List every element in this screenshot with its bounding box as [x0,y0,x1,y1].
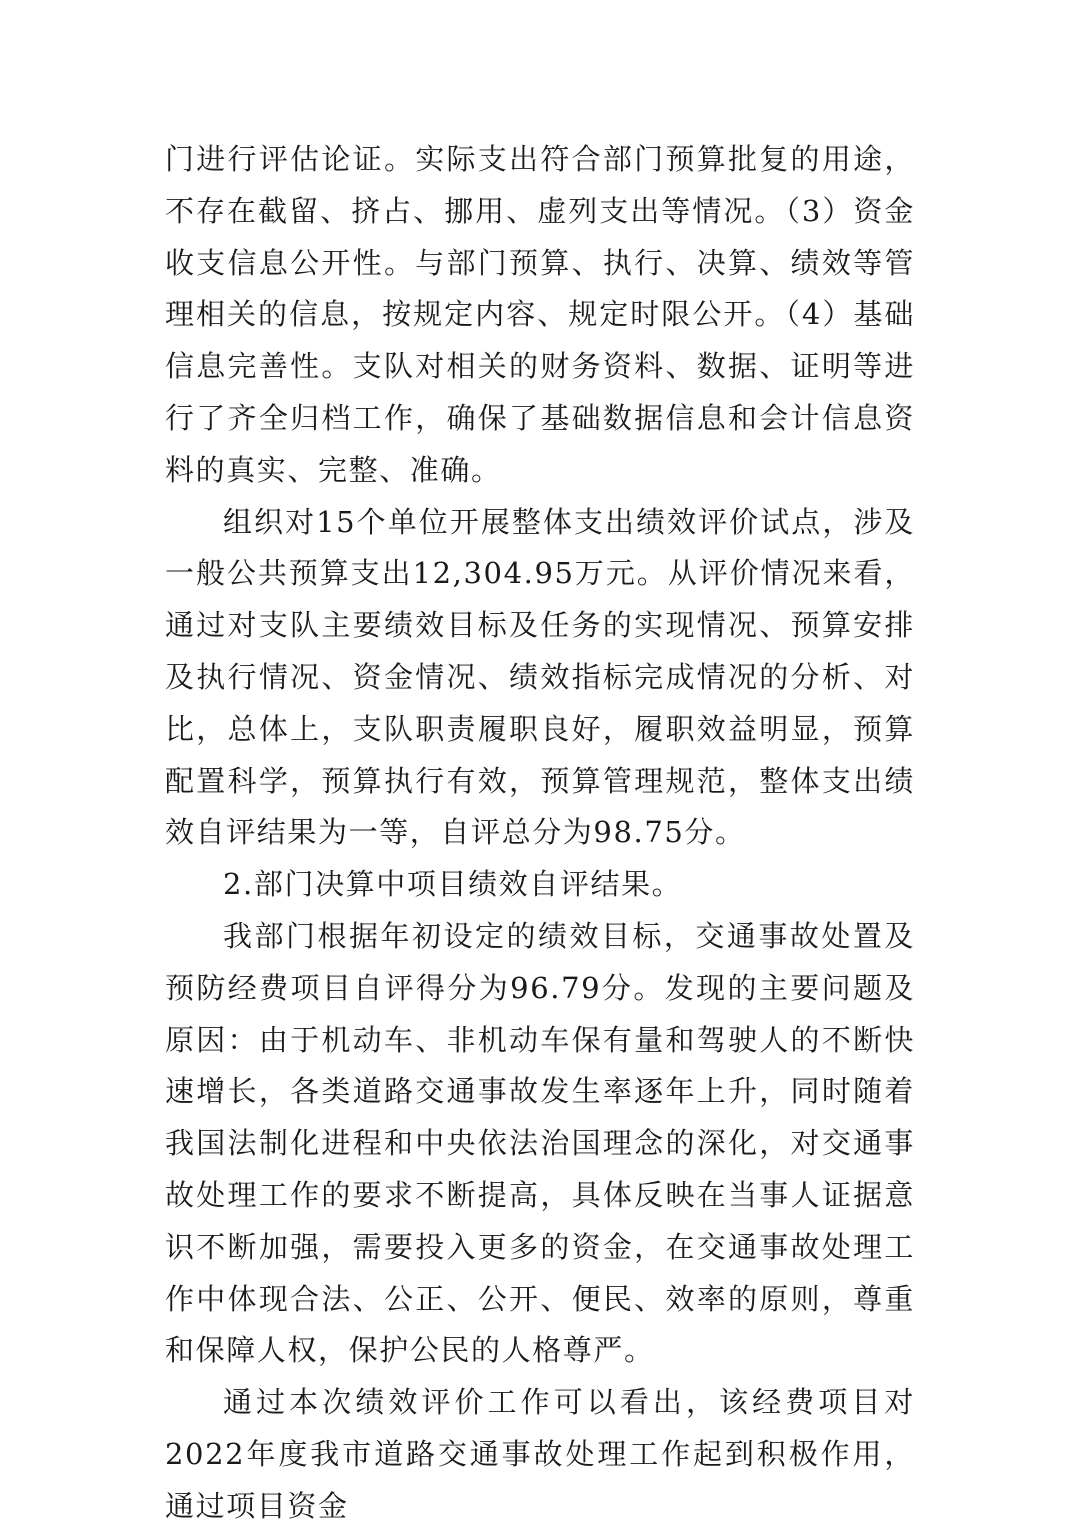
paragraph-evaluation-conclusion: 通过本次绩效评价工作可以看出，该经费项目对2022年度我市道路交通事故处理工作起到积极作用，通过项目资金 [165,1385,915,1523]
paragraph-project-score: 我部门根据年初设定的绩效目标，交通事故处置及预防经费项目自评得分为96.79分。发现的主要问题及原因：由于机动车、非机动车保有量和驾驶人的不断快速增长，各类道路交通事故发生率逐年上升，同时随着我国法制化进程和中央依法治国理念的深化，对交通事故处理工作的要求不断提高，具体反映在当事人证据意识不断加强，需要投入更多的资金，在交通事故处理工作中体现合法、公正、公开、便民、效率的原则，尊重和保障人权，保护公民的人格尊严。 [165,918,915,1368]
section-heading-project-self-evaluation: 2.部门决算中项目绩效自评结果。 [223,867,683,902]
document-body [165,134,915,1533]
paragraph-overall-evaluation: 组织对15个单位开展整体支出绩效评价试点，涉及一般公共预算支出12,304.95万元。从评价情况来看，通过对支队主要绩效目标及任务的实现情况、预算安排及执行情况、资金情况、绩效指标完成情况的分析、对比，总体上，支队职责履职良好，履职效益明显，预算配置科学，预算执行有效，预算管理规范，整体支出绩效自评结果为一等，自评总分为98.75分。 [165,504,915,850]
paragraph-continuation: 门进行评估论证。实际支出符合部门预算批复的用途，不存在截留、挤占、挪用、虚列支出等情况。（3）资金收支信息公开性。与部门预算、执行、决算、绩效等管理相关的信息，按规定内容、规定时限公开。（4）基础信息完善性。支队对相关的财务资料、数据、证明等进行了齐全归档工作，确保了基础数据信息和会计信息资料的真实、完整、准确。 [165,142,915,487]
